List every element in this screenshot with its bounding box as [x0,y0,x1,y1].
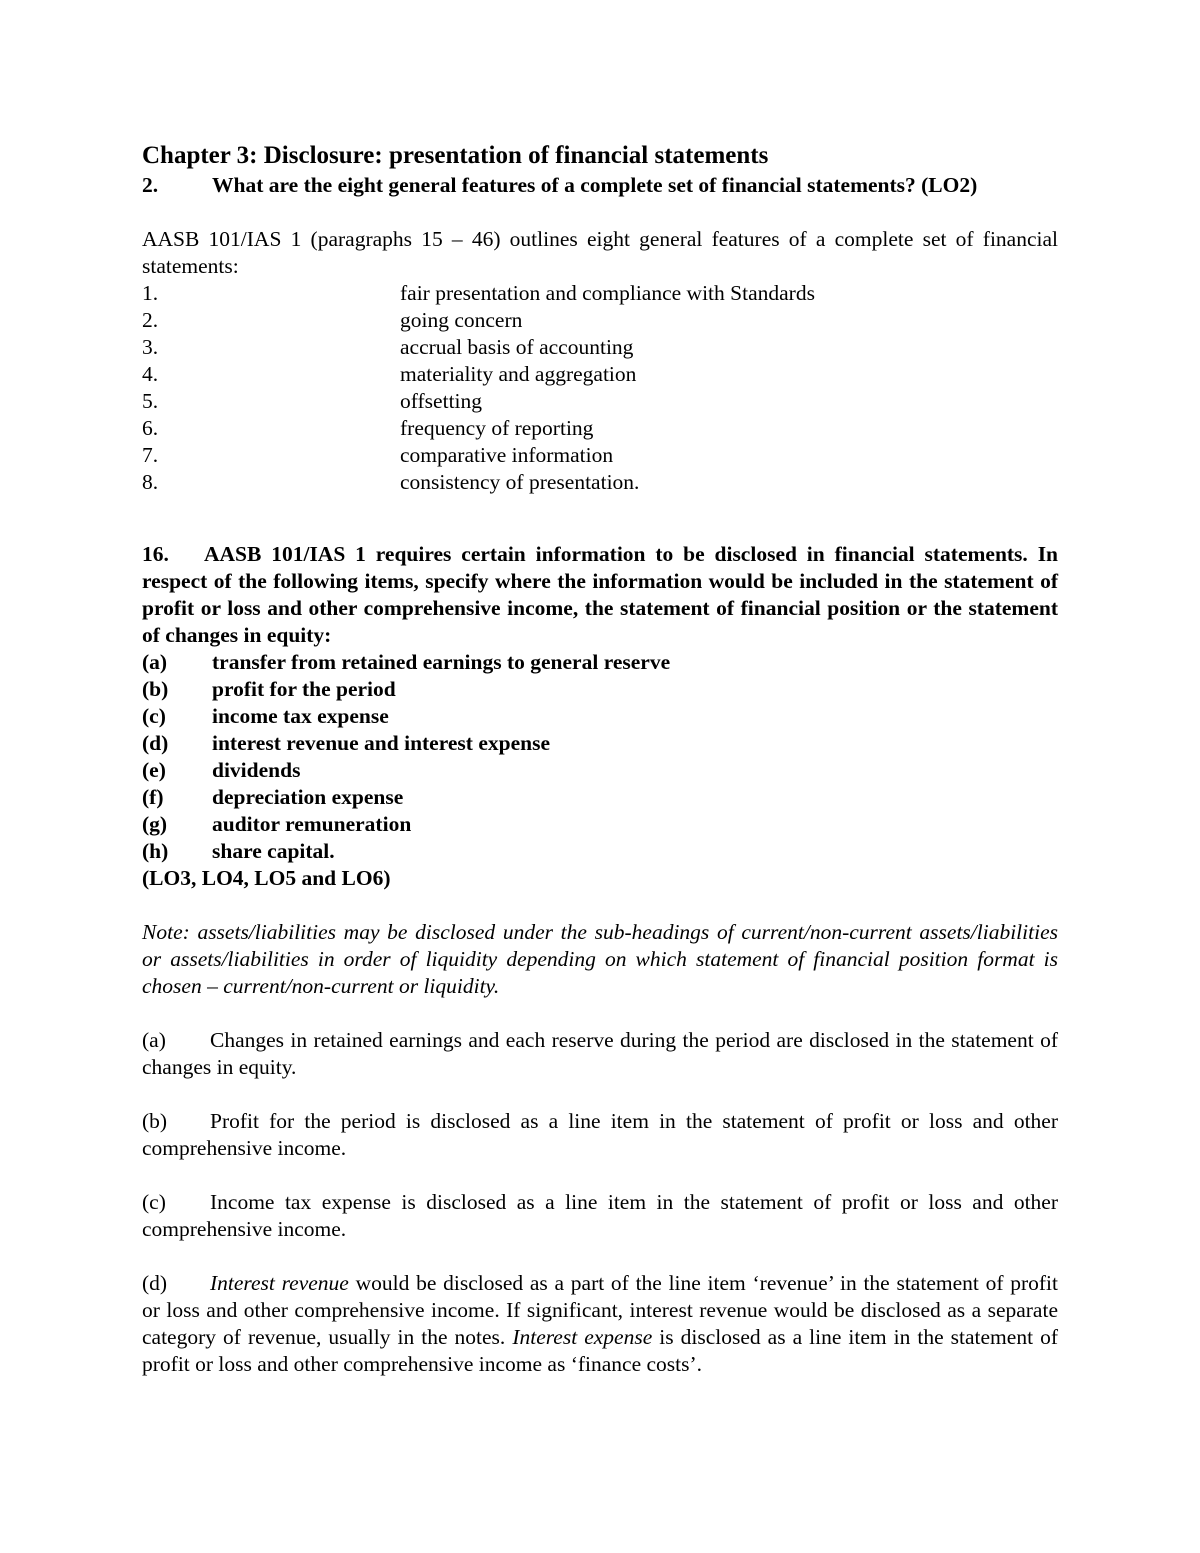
list-item [142,307,1058,334]
answer-a [142,1027,1058,1081]
list-number: 1. [142,281,159,305]
answer-d [142,1270,1058,1378]
q16-items-list [142,649,1058,865]
list-item [142,280,1058,307]
answer-letter: (c) [142,1190,166,1214]
q2-intro: AASB 101/IAS 1 (paragraphs 15 – 46) outlines eight general features of a complete set of financial statements: [142,227,1058,278]
list-text: consistency of presentation. [400,470,640,494]
list-item [142,469,1058,496]
list-item [142,676,1058,703]
note-paragraph: Note: assets/liabilities may be disclosed under the sub-headings of current/non-current assets/liabilities or assets/liabilities in order of liquidity depending on which statement of financial position format is chosen – current/non-current or liquidity. [142,920,1058,998]
item-letter: (f) [142,785,164,809]
answer-letter: (d) [142,1271,168,1295]
list-item [142,757,1058,784]
list-item [142,649,1058,676]
list-text: materiality and aggregation [400,362,637,386]
item-text: auditor remuneration [212,812,412,836]
answer-b [142,1108,1058,1162]
list-item [142,730,1058,757]
list-item [142,442,1058,469]
question-16 [142,541,1058,1378]
list-number: 4. [142,362,159,386]
list-number: 6. [142,416,159,440]
answer-term-interest-revenue: Interest revenue [210,1271,349,1295]
list-text: comparative information [400,443,614,467]
list-text: fair presentation and compliance with Standards [400,281,815,305]
chapter-title: Chapter 3: Disclosure: presentation of financial statements [142,142,769,169]
list-number: 5. [142,389,159,413]
question-16-text [142,541,1058,649]
item-text: income tax expense [212,704,389,728]
answer-text-end: is disclosed as a line item in the statement of profit or loss and other comprehensive income as ‘finance costs’. [142,1325,1058,1376]
answer-letter: (a) [142,1028,166,1052]
item-letter: (e) [142,758,166,782]
item-text: dividends [212,758,301,782]
list-text: frequency of reporting [400,416,594,440]
list-item [142,361,1058,388]
question-number: 16. [142,542,169,566]
answer-text: Income tax expense is disclosed as a line item in the statement of profit or loss and other comprehensive income. [142,1190,1058,1241]
question-number: 2. [142,173,159,197]
question-16-first: AASB 101/IAS 1 requires certain information to be disclosed in financial statements. [204,542,1028,566]
item-text: transfer from retained earnings to general reserve [212,650,671,674]
item-letter: (c) [142,704,166,728]
item-letter: (d) [142,731,169,755]
question-16-rest: In respect of the following items, specify where the information would be included in the statement of profit or loss and other comprehensive income, the statement of financial position or the statement of changes in equity: [142,542,1059,647]
list-item [142,415,1058,442]
list-item [142,388,1058,415]
list-item [142,838,1058,865]
list-text: offsetting [400,389,483,413]
list-number: 8. [142,470,159,494]
list-number: 2. [142,308,159,332]
list-item [142,334,1058,361]
item-text: profit for the period [212,677,396,701]
list-text: accrual basis of accounting [400,335,634,359]
list-number: 7. [142,443,159,467]
item-letter: (a) [142,650,168,674]
list-number: 3. [142,335,159,359]
question-2 [142,172,1058,199]
answer-text: would be disclosed as a part of the line item ‘revenue’ in the statement of profit or loss and other comprehensive income. If significant, interest revenue would be disclosed as a separate category of revenue, usually in the notes. [142,1271,1058,1349]
item-letter: (b) [142,677,169,701]
document-page [142,140,1058,1378]
list-item [142,784,1058,811]
answer-text: Profit for the period is disclosed as a line item in the statement of profit or loss and other comprehensive income. [142,1109,1058,1160]
list-item [142,811,1058,838]
answer-letter: (b) [142,1109,168,1133]
answer-c [142,1189,1058,1243]
features-list [142,280,1058,496]
item-letter: (g) [142,812,168,836]
answer-text: Changes in retained earnings and each reserve during the period are disclosed in the statement of changes in equity. [142,1028,1058,1079]
answer-term-interest-expense: Interest expense [512,1325,653,1349]
learning-outcomes: (LO3, LO4, LO5 and LO6) [142,866,391,890]
item-text: share capital. [212,839,335,863]
item-text: depreciation expense [212,785,404,809]
list-item [142,703,1058,730]
item-text: interest revenue and interest expense [212,731,550,755]
item-letter: (h) [142,839,169,863]
question-text: What are the eight general features of a complete set of financial statements? (LO2) [212,173,978,197]
list-text: going concern [400,308,523,332]
